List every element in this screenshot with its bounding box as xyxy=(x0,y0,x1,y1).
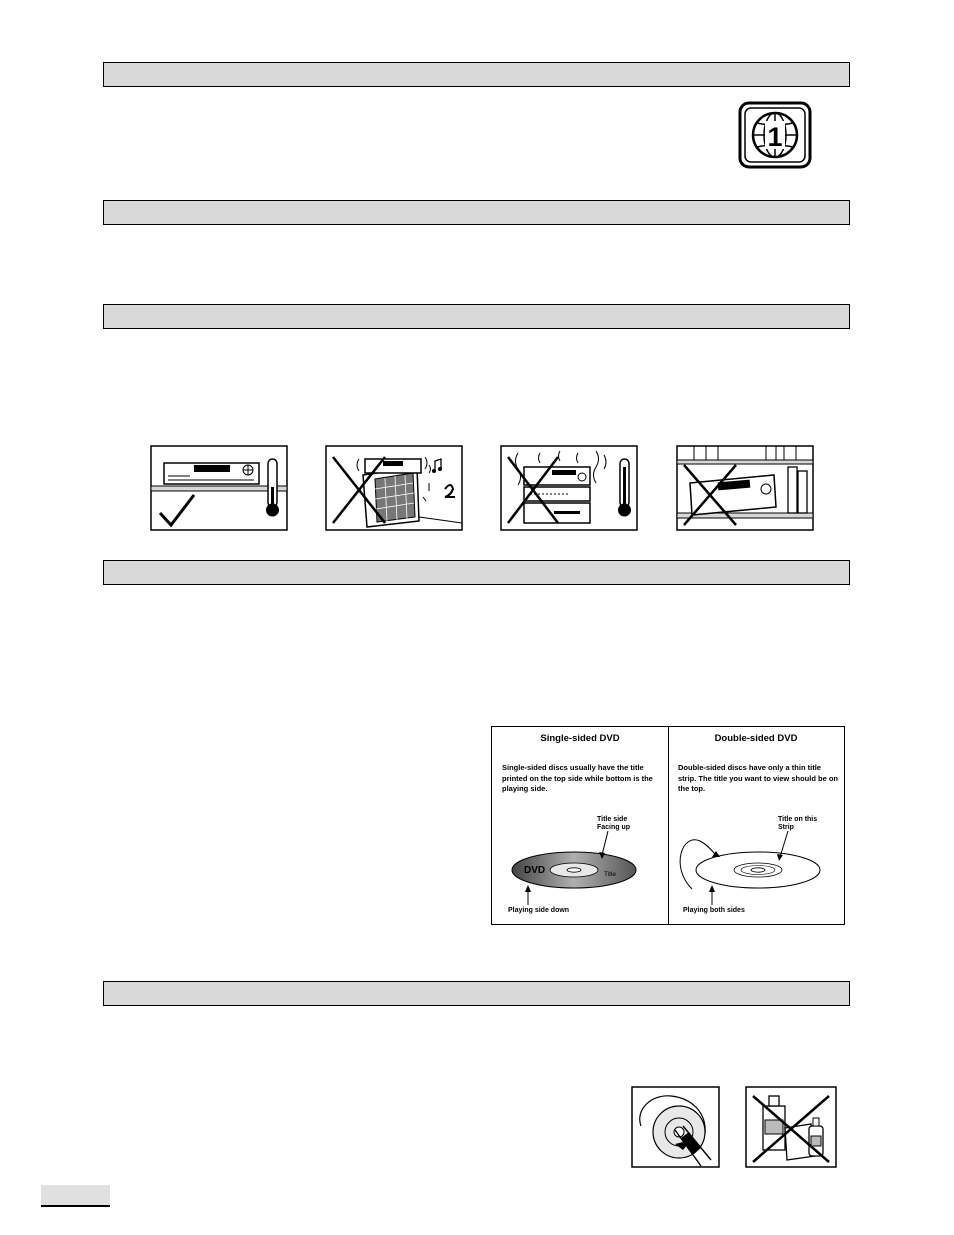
section-header-bar-2 xyxy=(103,200,850,225)
double-sided-title: Double-sided DVD xyxy=(714,733,798,744)
single-sided-column xyxy=(492,727,669,924)
section-header-bar-1 xyxy=(103,62,850,87)
region-number: 1 xyxy=(767,122,783,152)
placement-heat-stacked-illustration xyxy=(500,445,638,531)
disc-cleaning-illustration xyxy=(631,1086,720,1168)
single-sided-title: Single-sided DVD xyxy=(540,733,620,744)
section-header-bar-3 xyxy=(103,304,850,329)
single-label-bottom: Playing side down xyxy=(508,907,570,914)
disc-sides-panel xyxy=(491,726,845,925)
double-label-top-line2: Strip xyxy=(778,824,794,831)
region-code-badge xyxy=(738,101,812,169)
single-label-top-line2: Facing up xyxy=(597,824,631,831)
section-header-bar-5 xyxy=(103,981,850,1006)
section-header-bar-4 xyxy=(103,560,850,585)
page-number-tab xyxy=(41,1185,110,1207)
no-solvent-illustration xyxy=(745,1086,837,1168)
placement-enclosed-shelf-illustration xyxy=(676,445,814,531)
single-sided-description: Single-sided discs usually have the title printed on the top side while bottom is the playing side. xyxy=(502,763,653,793)
double-sided-column xyxy=(668,727,844,924)
double-sided-description: Double-sided discs have only a thin title strip. The title you want to view should be on the top. xyxy=(678,763,839,793)
double-label-top-line1: Title on this xyxy=(778,816,818,823)
placement-speaker-vibration-illustration xyxy=(325,445,463,531)
single-label-top-line1: Title side xyxy=(597,816,628,823)
double-label-bottom: Playing both sides xyxy=(683,907,745,914)
placement-ok-illustration xyxy=(150,445,288,531)
double-sided-disc-drawing xyxy=(668,827,844,937)
single-disc-title-text: Title xyxy=(604,871,617,878)
single-disc-logo: DVD xyxy=(524,865,546,876)
single-sided-disc-drawing xyxy=(492,827,668,937)
